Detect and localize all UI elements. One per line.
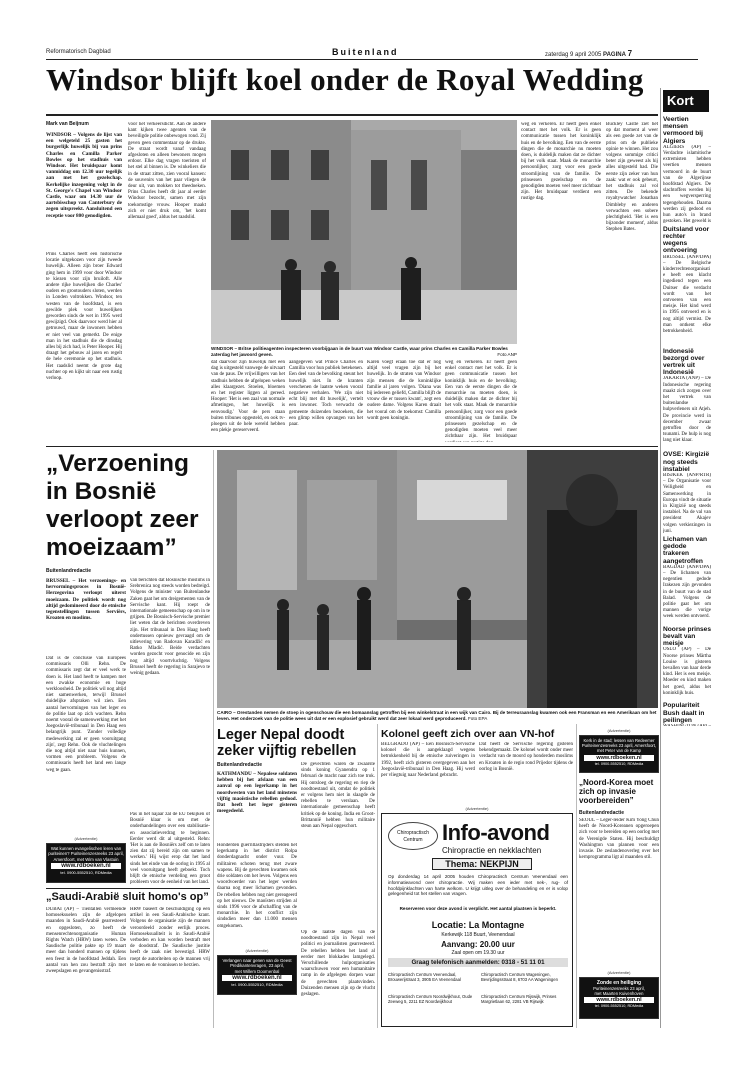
kolonel-col-2: Dat heeft de Servische regering gisteren bekendgemaakt. De kolonel wordt onder meer verdacht van de moord op honderden moslims en Kroaten in de regio rond Prijedor tijdens de oorlog in Bosnië. — [479, 742, 573, 772]
bosnia-headline: „Verzoening in Bosnië verloopt zeer moeizaam” — [46, 450, 199, 561]
ad-mid-phone: tel. 0900-5552510, RDMedia — [231, 982, 283, 988]
sidebar-item-headline: Noorse prinses bevalt van meisje — [663, 625, 711, 648]
lead-photo — [211, 120, 517, 344]
info-start: Aanvang: 20.00 uur — [441, 940, 515, 949]
lead-col-7: weg en verkeren. Er heeft geen enkel contact met het volk. Er is geen communicatie tussen het koninklijk huis en de bevolking. Een van de eerste dingen die de monarchie nu moeten doen, is duidelijk maken dat ze dichter bij het volk staat. Maak de monarchie persoonlijker, zorg voor een goede stroomlijning van de familie. De prinsessen gezelschap en de genodigden moeten veel meer zichtbaar zijn. Het bruidspaar verdient een rustige dag. — [521, 122, 601, 202]
ad-left-line3: Amersfoort, met Wim van Vlastuin — [53, 856, 119, 862]
column-divider — [576, 724, 577, 1028]
info-address: Kerkewijk 118 Buurt, Veenendaal — [441, 932, 515, 938]
ad-side1-url[interactable]: www.rdboeken.nl — [584, 755, 654, 761]
lead-photo-credit: Foto ANP — [497, 351, 517, 357]
sidebar-column — [663, 116, 711, 726]
ad-side2-url[interactable]: www.rdboeken.nl — [584, 997, 654, 1003]
bosnia-intro: BRUSSEL – Het verzoenings- en hervormingsproces in Bosnië-Herzegovina verloopt uiterst moeizaam. De politiek wordt nog altijd gedomineerd door de etnische tegenstellingen tussen Serviërs, Kroaten en moslims. — [46, 578, 126, 622]
section-rule-2 — [46, 888, 210, 889]
info-clinic-2: Chiropractisch Centrum Wageningen, Bevrijdingsstraat 8, 6703 AA Wageningen — [481, 972, 558, 983]
lead-col-6: weg en verkeren. Er heeft geen enkel contact met het volk. Er is geen communicatie tussen het koninklijk huis en de bevolking. Een van de eerste dingen die de monarchie nu moeten doen, is duidelijk maken dat ze dichter bij het volk staat. Maak de monarchie persoonlijker, zorg voor een goede stroomlijning van de familie. De prinsessen gezelschap en de genodigden moeten veel meer zichtbaar zijn. Het bruidspaar — [445, 360, 517, 440]
nepal-byline: Buitenlandredactie — [217, 762, 263, 768]
ad-side1-label: (Advertentie) — [607, 728, 631, 733]
saudi-headline: „Saudi-Arabië sluit homo's op” — [46, 891, 209, 903]
sidebar-divider — [660, 88, 661, 1028]
ad-left-line1: Wat kunnen evangelischen leren van — [50, 846, 122, 851]
nk-body: SEOUL – Leger-leider Kim Yong Chun heeft de Noord-Koreanen opgeroepen zich voor te bereiden op een oorlog met de Verenigde Staten. Hij beschuldigt Washington van plannen voor een invasie. De zeslandenoverleg over het kernprogramma ligt al maanden stil. — [579, 818, 659, 861]
ad-left-line2: puriteinen? Puriteinenzesreeks 23 april, — [48, 851, 124, 857]
sidebar-item-body: JAKARTA (ANP) – De Indonesische regering maakt zich zorgen over het vertrek van buitenlandse hulpverleners uit Atjeh. De provincie werd in december zwaar getroffen door de tsunami. De hulp is nog lang niet klaar. — [663, 376, 711, 444]
clinic-logo: Chiropractisch Centrum — [388, 822, 438, 850]
lead-col-5: Karen voegt eraan toe dat er nog altijd veel vragen zijn bij het huwelijk. In de straten van Windsor zijn mensen die de koninklijke familie al jaren volgen. 'Diana was bij iedereen geliefd, Camilla blijft de vrouw die er tussen kwam', zegt een oudere dame. Volgens Karen draait het vooral om de toekomst: Camilla wordt geen koningin. — [367, 360, 441, 421]
nepal-headline: Leger Nepal doodt zeker vijftig rebellen — [217, 727, 357, 759]
sidebar-item-body: BISJKEK (ANP/RTR) – De Organisatie voor Veiligheid en Samenwerking in Europa vindt de situatie in Kirgizië nog steeds instabiel. Na de val van president Akajev volgen verkiezingen in juni. — [663, 473, 711, 534]
ad-left-phone: tel. 0900-5552510, RDMedia — [60, 870, 112, 876]
nepal-intro: KATHMANDU – Nepalese soldaten hebben bij het afslaan van een aanval op een legerkamp in het noordwesten van het land minstens vijftig maoïstische rebellen gedood. Dat heeft het leger gisteren meegedeeld. — [217, 771, 297, 815]
column-divider — [213, 450, 214, 1028]
ad-side2-line1: Zonde en heiliging — [596, 980, 642, 986]
ad-mid-url[interactable]: www.rdboeken.nl — [222, 975, 292, 981]
sidebar-item-headline: Veertien mensen vermoord bij Algiers — [663, 116, 703, 145]
ad-sidebar-2[interactable] — [579, 977, 659, 1019]
nepal-col-2: De gevechten waren de zwaarste sinds koning Gyanendra op 1 februari de macht naar zich toe trok. Hij ontsloeg de regering en riep de noodtoestand uit, omdat de politiek er volgens hem niet in slaagde de rebellen te verslaan. De internationale gemeenschap heeft kritiek op de koning. India en Groot-Brittannië hebben hun militaire steun aan Nepal opgeschort. — [301, 762, 375, 830]
sidebar-item-headline: Lichamen van gedode trakeren aangetroffen — [663, 536, 707, 565]
sidebar-item-body: BAGDAD (ANP/DPA) – De lichamen van negentien gedode Irakezen zijn gevonden in de buurt van de stad Balad. Volgens de politie gaat het om mannen die vorige week werden ontvoerd. — [663, 564, 711, 620]
nk-headline: „Noord-Korea moet zich op invasie voorbereiden” — [579, 778, 654, 805]
ad-left-url[interactable]: www.rdboeken.nl — [51, 863, 121, 869]
kolonel-headline: Kolonel geeft zich over aan VN-hof — [381, 728, 555, 740]
cairo-photo-credit: Foto EPA — [467, 715, 488, 721]
paper-name: Reformatorisch Dagblad — [46, 49, 111, 55]
lead-rule — [46, 114, 658, 116]
sidebar-item-body — [663, 724, 711, 726]
info-title: Info-avond — [442, 820, 550, 845]
info-phone[interactable]: Graag telefonisch aanmelden: 0318 - 51 11 01 — [388, 958, 568, 967]
bosnia-col-2: van berichten dat Bosnische moslims in Srebrenica nog steeds worden bedreigd. Volgens de minister van Buitenlandse Zaken gaat het om dreigementen van de Servische kant. Hij roept de internationale gemeenschap op om in te grijpen. De Bosnisch-Servische premier liet weten dat de berichten overdreven zijn. Het tribunaal in Den Haag heeft ondertussen opnieuw gevraagd om de uitlevering van Radovan Karadžić en Ratko Mladić. Beide verdachten worden gezocht voor genocide en zijn nog altijd voortvluchtig. Volgens Brussel heeft de regering in Sarajevo te weinig gedaan. — [130, 578, 210, 677]
ad-side2-label: (Advertentie) — [607, 970, 631, 975]
cairo-photo-caption: CAIRO – Orestanden nemen de stoep in ogenschouw die een bomaanslag getroffen bij een winkelstraat in een wijk van Cairo. Bij de terreuraanslag kwamen ook een Fransman en een Amerikaan om het leven. Het onderzoek van de politie wees uit dat er een explosief gebruikt werd dat zeer lokaal werd geproduceerd. Foto EPA — [217, 710, 657, 721]
info-hall: Zaal open om 19.30 uur — [451, 950, 505, 956]
nk-byline: Buitenlandredactie — [579, 810, 625, 816]
saudi-col-2: HRW baseert de beschuldiging op een artikel in een Saudi-Arabische krant. Volgens de organisatie zijn de mannen veroordeeld zonder eerlijk proces. Homoseksualiteit is in Saudi-Arabië verboden en kan worden bestraft met de doodstraf. De Saudische justitie heeft de zaak niet bevestigd. HRW roept de autoriteiten op de mannen vrij te laten en de vonnissen te herzien. — [130, 907, 210, 968]
info-clinic-1: Chiropractisch Centrum Veenendaal, Brouwerijstraat 3, 3905 EA Veenendaal — [388, 972, 461, 983]
ad-mid-line3: met Willem Doornenbal — [234, 968, 280, 974]
header-rule — [46, 59, 698, 60]
ad-infoavond[interactable] — [381, 813, 573, 1027]
sidebar-title: Kort — [663, 90, 709, 112]
ad-info-label: (Advertentie) — [465, 806, 489, 811]
ad-left-label: (Advertentie) — [74, 836, 98, 841]
lead-col-1: Prins Charles heeft een historische locatie uitgekozen voor zijn tweede huwelijk. Alleen zijn broer Edward ging hem in 1999 voor door Windsor te kiezen voor zijn bruiloft. Alle andere rijke huwelijken die Charles' ouders en grootouders sloten, werden in Londen voltrokken. Windsor, ten westen van de hoofdstad, is een gewilde plek voor huwelijken geworden sinds de wet in 1995 werd gewijzigd. Ook daarvoor werd hier al getrouwd, maar de inwoners hebben er niet veel van gemerkt. De enige man in het stadhuis die de dinsdag alles bij zich had, is Peter Hooper. Hij draagt het gebouw al jaren en regelt de hele ceremonie op het stadhuis. Het raadslid neemt de grote dag nuchter op en kijkt uit naar een rustig verloop. — [46, 252, 122, 382]
sidebar-item-body: OSLO (AP) – De Noorse prinses Märtha Louise is gisteren bevallen van haar derde kind. Het is een meisje. Moeder en kind maken het goed, aldus het koninklijk huis. — [663, 647, 711, 696]
cairo-photo — [217, 450, 658, 708]
sidebar-item-headline: OVSE: Kirgizië nog steeds instabiel — [663, 451, 710, 473]
info-clinic-4: Chiropractisch Centrum Rijswijk, Prinses Margrietlaan 62, 2281 VB Rijswijk — [481, 994, 557, 1005]
ad-side1-line1: Kerk in de stad; lessen van Redeemer — [583, 738, 655, 743]
sidebar-item-headline: Indonesië bezorgd over vertrek uit Indonesië — [663, 347, 705, 377]
info-details: Op donderdag 14 april 2005 houden Chiropractisch Centrum Veenendaal een informatieavond over chiropractie. Wij maken een ieder met nek-, rug- of hoofdpijnklachten van harte welkom. U krijgt uitleg over de behandeling en er is volop gelegenheid tot het stellen van vragen. — [388, 874, 568, 897]
kolonel-col-1: BELGRADO (AP) – Een Bosnisch-Servische kolonel die is aangeklaagd wegens betrokkenheid bij de etnische zuiveringen in 1992, heeft zich gisteren overgegeven aan het Joegoslavië-tribunaal in Den Haag. Hij werd per vliegtuig naar Nederland gebracht. — [381, 742, 475, 779]
lead-col-8: Buckley Castle ziet het op dat moment al weer als een goede zet van de prins om de publieke opinie te winnen. Het zou volgens sommige critici beter zijn geweest als hij alles uitgesteld had. Die eerste zijn zeker van hun zaak: wat er ook gebeurt, het stadhuis zal vol zitten. De bekende royaltywatcher Jonathan Dimbleby en anderen verwachten een sobere plechtigheid. 'Het is een bijzonder moment', aldus Stephen Bates. — [606, 122, 658, 233]
ad-side2-line2: Puriteinenzesreeks 23 april, — [593, 986, 645, 991]
lead-headline: Windsor blijft koel onder de Royal Wedding — [46, 62, 644, 97]
lead-intro: WINDSOR – Volgens de lijst van een welgeteld 25 gasten het burgerlijk huwelijk bij van prins Charles en Camilla Parker Bowles op het stadhuis van Windsor. Het bruidspaar komt vanmiddag om 12.30 uur tegelijk aan met het gezelschap. Kerkelijke inzegening volgt in de St. George's Chapel van Windsor Castle, waar om 14.30 uur de aartsbisschop van Canterbury de zegen uitspreekt. Aansluitend een receptie voor 800 genodigden. — [46, 132, 122, 219]
sidebar-item-headline: Duitsland voor rechter wegens ontvoering — [663, 225, 710, 255]
ad-mid-label: (Advertentie) — [245, 948, 269, 953]
bosnia-byline: Buitenlandredactie — [46, 568, 92, 574]
info-clinic-3: Chiropractisch Centrum Noordwijkhout, Oude Zeeweg 5, 2211 EZ Noordwijkhout — [388, 994, 473, 1005]
date-label: zaterdag 9 april 2005 PAGINA 7 — [545, 49, 633, 58]
info-subtitle: Chiropractie en nekklachten — [442, 846, 542, 855]
lead-col-2: voor het verkeersdicht. Aan de andere kant kijken twee agenten van de beveiligde politie onbewogen rond. Zij geven geen commentaar op de drukte. De straat wordt vanaf vandaag afgesloten en alleen bewoners mogen erdoor. Elke dag vragen toeristen of het stel al binnen is. De winkeliers die in de straat zitten, zien vooral kansen: de souvenirs van het paar vliegen de deur uit, van mokken tot theedoeken. Prins Charles heeft dit jaar al eerder Windsor bezocht, samen met zijn toekomstige vrouw. Hooper maakt zich er niet druk om, 'het komt allemaal goed', aldus het raadslid. — [128, 122, 206, 221]
ad-mid-line1: Verlangen naar genen van de Geest — [222, 958, 292, 963]
nepal-col-1: Honderden guerrillastrijders stelden het legerkamp in het district Rolpa donderdagnacht onder vuur. De militairen schoten terug met zware wapens. Bij de gevechten kwamen ook drie soldaten om het leven. Volgens een woordvoerder van het leger werden daarna nog meer lichamen gevonden. De rebellen hebben nog niet gereageerd op het nieuws. De maoïsten strijden al sinds 1996 voor de afschaffing van de monarchie. In het conflict zijn sindsdien meer dan 11.000 mensen omgekomen. — [217, 843, 297, 929]
ad-side1-phone: tel. 0900-5552510, RDMedia — [594, 761, 644, 766]
ad-side1-line2: Puriteinenzesreeks 23 april, Amersfoort, — [581, 743, 657, 749]
sidebar-item-body: ALGIERS (AP) – Verdachte islamitische extremisten hebben veertien mensen vermoord in de buurt van de Algerijnse hoofdstad Algiers. De slachtoffers werden bij een wegversperring tegengehouden. Daarna werden zij gedood en hun auto's in brand gestoken. Het geweld is — [663, 144, 711, 223]
bosnia-col-1: Dat is de conclusie van Europees commissaris Olli Rehn. De commissaris zegt dat er veel werk te doen is. Het land heeft te kampen met een zwakke economie en hoge werkloosheid. De politiek wil nog altijd niet samenwerken, terwijl Brussel duidelijke afspraken wil zien. Een aantal hervormingen van het leger en de politie laat op zich wachten. Rehn noemt vooral de samenwerking met het Joegoslavië-tribunaal in Den Haag een belangrijk punt. 'Zonder volledige medewerking zal er geen vooruitgang zijn', zegt Rehn. Ook de vluchtelingen die nog altijd niet naar huis kunnen, vormen een probleem. Volgens de commissaris heeft het land een lange weg te gaan. — [46, 656, 126, 773]
info-theme: Thema: NEKPIJN — [432, 858, 532, 870]
ad-side2-phone: tel. 0900-5552510, RDMedia — [594, 1004, 644, 1009]
column-divider — [377, 724, 378, 1028]
lead-byline: Mark van Beijnum — [46, 121, 89, 127]
ad-mid-line2: Predikantenvragen, 23 april, — [230, 963, 284, 969]
ad-mid[interactable] — [217, 955, 297, 995]
lead-col-3: dat daarvoor zijn huwelijk met een dag is uitgesteld vanwege de uitvaart van de paus. De vrijwilligers van het stadhuis hebben de afgelopen weken alles klaargezet. Stoelen, bloemen en het register liggen al gereed. Hooper: 'Het is een zaal van normale afmetingen, het huwelijk is eenvoudig.' Voor de pers staan buiten tribunes opgesteld, en ook tv-ploegen uit de hele wereld hebben een plekje gereserveerd. — [211, 360, 285, 434]
info-note: Reserveren voor deze avond is verplicht. Het aantal plaatsen is beperkt. — [399, 906, 557, 911]
lead-photo-caption: WINDSOR – Britse politieagenten inspecteren voorbijgaan in de buurt van Windsor Castle, waar prins Charles en Camilla Parker Bowles zaterdag het jawoord geven. Foto ANP — [211, 346, 517, 357]
ad-side1-line3: met Peter van de Kamp — [597, 748, 641, 754]
saudi-col-1: DUBAI (AP) – Tientallen vermeende homoseksuelen zijn de afgelopen maanden in Saudi-Arabië gearresteerd en opgesloten, zo heeft de mensenrechtenorganisatie Human Rights Watch (HRW) laten weten. De Saudische politie pakte op 19 maart meer dan honderd mannen op tijdens een feest in de hoofdstad Jeddah. Een aantal van hen zou bestraft zijn met zweepslagen en gevangenisstraf. — [46, 907, 126, 975]
sidebar-item-body: BRUSSEL (ANP/DPA) – De Belgische kinderrechtenorganisatie heeft een klacht ingediend tegen een Duitser die verdacht wordt van het ontvoeren van een meisje. Het kind werd in 1995 ontvoerd en is nog altijd vermist. De man ontkent elke betrokkenheid. — [663, 254, 711, 335]
nepal-col-3: Op de laatste dagen van de noodtoestand zijn in Nepal veel politici en journalisten gearresteerd. De rebellen hebben het land al eerder met blokkades lamgelegd. Verschillende hulporganisaties waarschuwen voor een humanitaire ramp in de afgelegen dorpen waar de gevechten plaatsvinden. Duizenden mensen zijn op de vlucht geslagen. — [301, 930, 375, 998]
ad-side2-line3: met Maarten Kuivenhoven — [594, 991, 644, 997]
info-location: Locatie: La Montagne — [431, 920, 525, 930]
ad-left[interactable] — [46, 843, 126, 883]
sidebar-item-headline: Populariteit Bush daalt in peilingen — [663, 702, 705, 724]
bosnia-col-3: Pas in het najaar zal de EU bekijken of Bosnië klaar is om met de onderhandelingen over een stabilisatie- en associatieverdrag te beginnen. Eerder werd dit al uitgesteld. Rehn: 'Het is aan de Bosniërs zelf om te laten zien dat zij bereid zijn om samen te werken.' Hij wijst erop dat het land sinds het einde van de oorlog in 1995 al veel vooruitgang heeft geboekt. Toch blijft de etnische verdeling een groot probleem voor de eenheid van het land. — [130, 812, 210, 886]
ad-sidebar-1[interactable] — [579, 735, 659, 773]
lead-col-4: aangegeven wat Prince Charles en Camilla voor hun publiek betekenen. Een deel van de bevolking steunt het huwelijk niet. In de kranten verschenen de laatste weken vooral negatieve verhalen. 'We zijn niet echt blij met dit huwelijk', vertelt een inwoner. Toch verwacht de gemeente duizenden bezoekers, die een glimp willen opvangen van het paar. — [289, 360, 363, 428]
section-rule-1 — [46, 446, 658, 447]
section-title: Buitenland — [332, 47, 399, 57]
